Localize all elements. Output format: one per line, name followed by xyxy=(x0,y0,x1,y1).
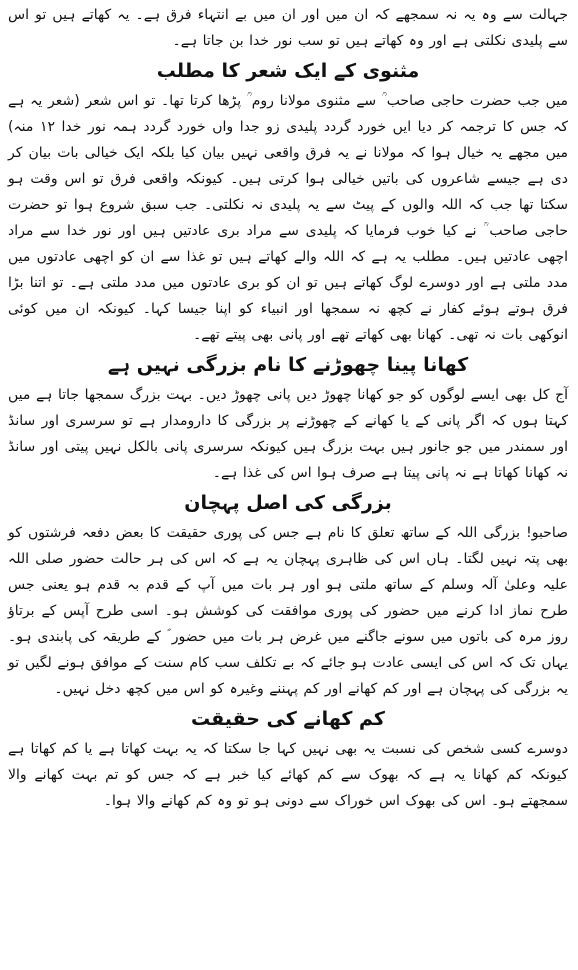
section-paragraph: دوسرے کسی شخص کی نسبت یہ بھی نہیں کہا جا سکتا کہ یہ بہت کھاتا ہے یا کم کھاتا ہے کیونکہ کم کھانا یہ ہے کہ بھوک سے کم کھائے کیا خبر ہے کہ جس کو تم بہت کھانے والا سمجھتے ہو۔ اس کی بھوک اس خوراک سے دونی ہو تو وہ کم کھانے والا ہوا۔ xyxy=(8,741,568,809)
section-true-piety xyxy=(8,486,568,702)
section-paragraph: آج کل بھی ایسے لوگوں کو جو کھانا چھوڑ دیں پانی چھوڑ دیں۔ بہت بزرگ سمجھا جاتا ہے میں کہتا ہوں کہ اگر پانی کے یا کھانے کے چھوڑنے پر بزرگی کا دارومدار ہے تو سرسری اور سانڈ اور سمندر میں جو جانور ہیں بہت بزرگ ہیں کیونکہ سرسری پانی بالکل نہیں پیتی اور سانڈ نہ کھانا کھاتا ہے نہ پانی پیتا ہے صرف ہوا اس کی غذا ہے۔ xyxy=(8,387,568,481)
section-heading: کھانا پینا چھوڑنے کا نام بزرگی نہیں ہے xyxy=(107,354,469,376)
section-fasting-not-piety xyxy=(8,348,568,486)
section-paragraph: میں جب حضرت حاجی صاحب ؒ سے مثنوی مولانا روم ؒ پڑھا کرتا تھا۔ تو اس شعر (شعر یہ ہے کہ جس کا ترجمہ کر دیا ایں خورد گردد پلیدی زو جدا واں خورد گردد ہمہ نور خدا ۱۲ منہ) میں مجھے یہ خیال ہوا کہ مولانا نے یہ فرق واقعی نہیں بیان کیا بلکہ ایک خیالی بات بیان کر دی ہے جیسے شاعروں کی باتیں خیالی ہوا کرتی ہیں۔ کیونکہ واقعی فرق تو اس وقت ہو سکتا تھا جب کہ اللہ والوں کے پیٹ سے یہ پلیدی نہ نکلتی۔ جب سبق شروع ہوا تو حضرت حاجی صاحب ؒ نے کیا خوب فرمایا کہ پلیدی سے مراد بری عادتیں ہیں اور نور خدا سے مراد اچھی عادتیں ہیں۔ مطلب یہ ہے کہ اللہ والے کھاتے ہیں تو غذا سے ان کو اچھی عادتوں میں مدد ملتی ہے اور دوسرے لوگ کھاتے ہیں تو ان کو بری عادتوں میں مدد ملتی ہے۔ تو اتنا بڑا فرق ہوتے ہوئے کفار نے کچھ نہ سمجھا اور انبیاء کو اپنا جیسا کہا۔ کیونکہ ان میں کوئی انوکھی بات نہ تھی۔ کھانا بھی کھاتے تھے اور پانی بھی پیتے تھے۔ xyxy=(8,93,568,343)
section-paragraph: صاحبو! بزرگی اللہ کے ساتھ تعلق کا نام ہے جس کی پوری حقیقت کا بعض دفعہ فرشتوں کو بھی پتہ نہیں لگتا۔ ہاں اس کی ظاہری پہچان یہ ہے کہ اس کی ہر حالت حضور صلی اللہ علیہ وعلیٰ آلہ وسلم کے ساتھ ملتی ہو اور ہر بات میں آپ کے قدم بہ قدم ہو یعنی جس طرح نماز ادا کرنے میں حضور کی پوری موافقت کی کوشش ہو۔ اسی طرح آپس کے برتاؤ روز مرہ کی باتوں میں سونے جاگنے میں غرض ہر بات میں حضور ؐ کے طریقہ کی پابندی ہو۔ یہاں تک کہ اس کی ایسی عادت ہو جائے کہ بے تکلف سب کام سنت کے موافق ہونے لگیں تو یہ بزرگی کی پہچان ہے اور کم کھانے اور کم پہننے وغیرہ کو اس میں کچھ دخل نہیں۔ xyxy=(8,525,568,697)
intro-paragraph: جہالت سے وہ یہ نہ سمجھے کہ ان میں اور ان میں بے انتہاء فرق ہے۔ یہ کھاتے ہیں تو اس سے پلیدی نکلتی ہے اور وہ کھاتے ہیں تو سب نور خدا بن جاتا ہے۔ xyxy=(8,7,568,49)
section-heading: بزرگی کی اصل پہچان xyxy=(184,492,392,514)
section-heading: کم کھانے کی حقیقت xyxy=(191,708,385,730)
section-eating-less xyxy=(8,702,568,814)
section-masnavi xyxy=(8,54,568,348)
section-heading: مثنوی کے ایک شعر کا مطلب xyxy=(156,60,420,82)
